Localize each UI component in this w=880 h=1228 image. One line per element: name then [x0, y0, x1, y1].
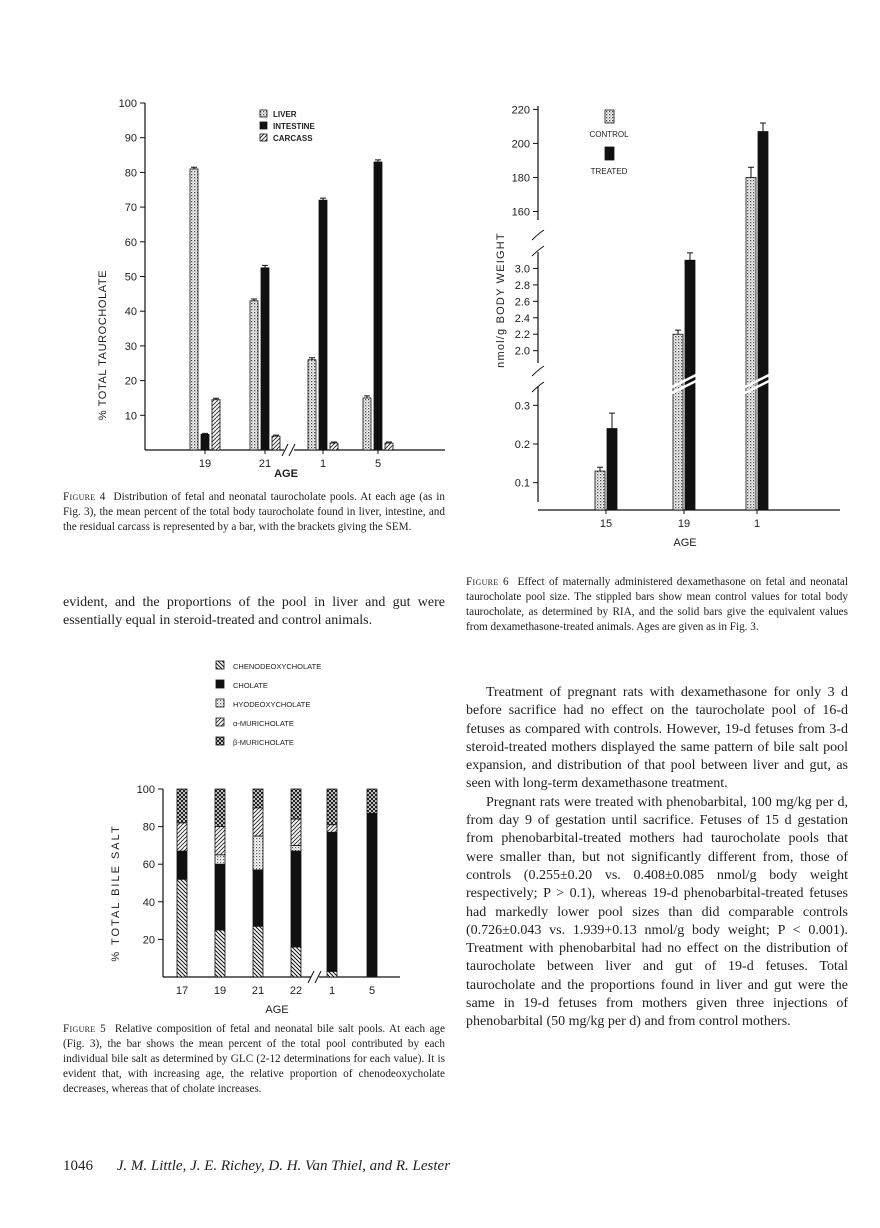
figure-4-legend-label: LIVER — [273, 110, 297, 119]
figure-5-legend-label: α-MURICHOLATE — [233, 719, 294, 728]
figure-5-legend-label: CHENODEOXYCHOLATE — [233, 662, 322, 671]
figure-6-error-bar — [760, 123, 766, 132]
right-paragraph-1: Treatment of pregnant rats with dexamethasone for only 3 d before sacrifice had no effect on the taurocholate pool of 16-d fetuses as compared with controls. However, 19-d fetuses from 3-d steroid-treated mothers displayed the same pattern of bile salt pool expansion, and distribution of that pool between liver and gut, as seen with long-term dexamethasone treatment. — [466, 685, 848, 792]
figure-5-xtick-label: 19 — [213, 985, 227, 997]
figure-5-xlabel: AGE — [265, 1004, 289, 1016]
figure-4-bar-carcass — [385, 443, 393, 450]
figure-6-xtick-label: 15 — [599, 518, 613, 530]
figure-5-xtick-label: 22 — [289, 985, 303, 997]
figure-5-segment-muricholate — [215, 827, 225, 855]
figure-6-bar-treated — [607, 429, 617, 510]
figure-6-ytick-label: 0.3 — [514, 400, 530, 413]
figure-4-ytick-label: 70 — [124, 202, 137, 215]
figure-4-bar-intestine — [319, 200, 327, 450]
figure-5-segment-muricholate — [291, 789, 301, 819]
figure-6-ylabel: nmol/g BODY WEIGHT — [495, 232, 507, 368]
figure-5-segment-muricholate — [177, 789, 187, 823]
figure-4-ytick-label: 10 — [124, 410, 137, 423]
figure-5-ytick-label: 80 — [142, 821, 155, 834]
figure-5-segment-cholate — [253, 870, 263, 926]
figure-4-bar-liver — [250, 301, 258, 450]
figure-6-caption-lead: Figure 6 — [466, 576, 509, 588]
figure-6-ytick-label: 2.8 — [514, 279, 530, 292]
figure-5-caption — [63, 1022, 445, 1097]
figure-6-xtick-label: 19 — [677, 518, 691, 530]
figure-6-error-bar — [597, 467, 603, 471]
figure-6-legend-label: TREATED — [590, 167, 628, 176]
figure-5-segment-muricholate — [253, 789, 263, 808]
figure-4-bar-intestine — [374, 162, 382, 450]
figure-5-legend-label: HYODEOXYCHOLATE — [233, 700, 311, 709]
footer-authors: J. M. Little, J. E. Richey, D. H. Van Thiel, and R. Lester — [116, 1158, 451, 1174]
figure-4-ytick-label: 50 — [124, 271, 137, 284]
figure-4-legend-label: CARCASS — [273, 134, 313, 143]
figure-5-legend-label: CHOLATE — [233, 681, 268, 690]
figure-4-bar-carcass — [330, 443, 338, 450]
figure-4-ytick-label: 20 — [124, 375, 137, 388]
right-column-text — [466, 684, 848, 1032]
figure-5-segment-muricholate — [367, 789, 377, 813]
figure-5-segment-muricholate — [327, 789, 337, 825]
figure-6-caption-text: Effect of maternally administered dexamethasone on fetal and neonatal taurocholate pool size. The stippled bars show mean control values for total body taurocholate, as determined by RIA, and the solid bars give the equivalent values from dexamethasone-treated animals. Ages are given as in Fig. 3. — [466, 576, 848, 633]
figure-4-bar-carcass — [272, 436, 280, 450]
figure-4-ylabel: % TOTAL TAUROCHOLATE — [97, 269, 109, 421]
figure-5-xtick-label: 17 — [175, 985, 189, 997]
figure-4-bar-intestine — [201, 434, 209, 450]
figure-4-bar-intestine — [261, 268, 269, 450]
figure-5-segment-cholate — [177, 851, 187, 879]
figure-4-caption-text: Distribution of fetal and neonatal taurocholate pools. At each age (as in Fig. 3), the mean percent of the total body taurocholate found in liver, intestine, and the residual carcass is represented by a bar, with the brackets giving the SEM. — [63, 491, 445, 533]
figure-5-segment-chenodeoxycholate — [327, 971, 337, 977]
figure-4-xtick-label: 1 — [319, 458, 327, 470]
figure-4-xtick-label: 21 — [258, 458, 272, 470]
figure-6-ytick-label: 2.6 — [514, 296, 530, 309]
figure-6-caption — [466, 575, 848, 635]
figure-6-ytick-label: 200 — [511, 138, 530, 151]
figure-5-segment-chenodeoxycholate — [215, 930, 225, 977]
figure-5-legend-swatch-muricholate — [216, 718, 224, 726]
figure-6-error-bar — [748, 167, 754, 177]
figure-5-xtick-label: 1 — [328, 985, 336, 997]
figure-5-chart — [100, 655, 430, 1020]
figure-5-xtick-label: 5 — [368, 985, 376, 997]
figure-6-error-bar — [609, 413, 615, 428]
figure-6-legend-label: CONTROL — [589, 130, 629, 139]
figure-6-xtick-label: 1 — [753, 518, 761, 530]
figure-5-segment-cholate — [215, 864, 225, 930]
left-paragraph: evident, and the proportions of the pool in liver and gut were essentially equal in steroid-treated and control animals. — [63, 595, 445, 629]
figure-5-legend-label: β-MURICHOLATE — [233, 738, 294, 747]
figure-4-xtick-label: 5 — [374, 458, 382, 470]
figure-4-xlabel: AGE — [274, 468, 298, 480]
figure-5-ytick-label: 20 — [142, 934, 155, 947]
figure-4-caption — [63, 490, 445, 535]
page-number: 1046 — [63, 1158, 93, 1174]
left-column-text — [63, 594, 445, 631]
figure-5-segment-hyodeoxycholate — [215, 855, 225, 864]
figure-4-ytick-label: 100 — [118, 98, 137, 110]
figure-4-legend-label: INTESTINE — [273, 122, 315, 131]
figure-4-ytick-label: 80 — [124, 167, 137, 180]
figure-4-legend-swatch-carcass — [260, 134, 267, 141]
figure-5-ytick-label: 40 — [142, 896, 155, 909]
figure-6-bar-break-mark — [592, 374, 620, 394]
figure-5-segment-chenodeoxycholate — [291, 947, 301, 977]
figure-6-ytick-label: 2.4 — [514, 312, 530, 325]
figure-5-ylabel: % TOTAL BILE SALT — [110, 824, 122, 962]
figure-5-segment-muricholate — [291, 819, 301, 845]
figure-5-segment-hyodeoxycholate — [253, 836, 263, 870]
figure-4-bar-liver — [190, 169, 198, 450]
figure-5-legend-swatch-cholate — [216, 680, 224, 688]
figure-4-legend-swatch-liver — [260, 110, 267, 117]
figure-5-legend-swatch-muricholate — [216, 737, 224, 745]
figure-6-ytick-label: 0.1 — [514, 477, 530, 490]
figure-5-segment-cholate — [291, 851, 301, 947]
figure-5-segment-muricholate — [253, 808, 263, 836]
figure-4-bar-carcass — [212, 400, 220, 450]
figure-5-segment-muricholate — [215, 789, 225, 827]
figure-6-error-bar — [687, 253, 693, 260]
figure-5-legend-swatch-hyodeoxycholate — [216, 699, 224, 707]
figure-6-ytick-label: 220 — [511, 104, 530, 117]
figure-6-ytick-label: 2.2 — [514, 329, 530, 342]
figure-5-ytick-label: 100 — [136, 784, 155, 796]
figure-6-ytick-label: 3.0 — [514, 263, 530, 276]
figure-4-bar-liver — [363, 398, 371, 450]
figure-5-xtick-label: 21 — [251, 985, 265, 997]
figure-5-segment-cholate — [367, 813, 377, 977]
figure-5-caption-lead: Figure 5 — [63, 1023, 107, 1035]
figure-4-caption-lead: Figure 4 — [63, 491, 106, 503]
figure-4-ytick-label: 60 — [124, 236, 137, 249]
figure-4-chart — [80, 90, 455, 485]
figure-5-segment-chenodeoxycholate — [177, 879, 187, 977]
figure-5-segment-chenodeoxycholate — [253, 926, 263, 977]
figure-5-segment-hyodeoxycholate — [291, 845, 301, 851]
figure-6-ytick-label: 180 — [511, 172, 530, 185]
figure-5-legend-swatch-chenodeoxycholate — [216, 661, 224, 669]
figure-4-bar-liver — [308, 360, 316, 450]
figure-5-caption-text: Relative composition of fetal and neonatal bile salt pools. At each age (Fig. 3), the bar shows the mean percent of the total pool contributed by each individual bile salt as determined by GLC (2-12 determinations for each value). It is evident that, with increasing age, the relative proportion of chenodeoxycholate decreases, whereas that of cholate increases. — [63, 1023, 445, 1095]
figure-6-xlabel: AGE — [673, 537, 697, 549]
figure-5-segment-muricholate — [177, 823, 187, 851]
figure-6-ytick-label: 160 — [511, 206, 530, 219]
right-paragraph-2: Pregnant rats were treated with phenobarbital, 100 mg/kg per d, from day 9 of gestation until sacrifice. Fetuses of 15 d gestation from phenobarbital-treated mothers had taurocholate pools that were smaller than, but not significantly different from, those of controls (0.255±0.20 vs. 0.408±0.085 nmol/g body weight respectively; P > 0.1), whereas 19-d phenobarbital-treated fetuses had markedly lower pool sizes than did comparable controls (0.726±0.043 vs. 1.939+0.13 nmol/g body weight; P < 0.001). Treatment with phenobarbital had no effect on the distribution of taurocholate between liver and gut of 19-d fetuses. Total taurocholate and the proportions found in liver and gut were the same in 19-d fetuses from mothers given three injections of phenobarbital (50 mg/kg per d) and from control mothers. — [466, 794, 848, 1030]
figure-4-xtick-label: 19 — [198, 458, 212, 470]
figure-6-legend-swatch-control — [605, 110, 614, 123]
figure-6-bar-control — [673, 334, 683, 510]
figure-6-chart — [480, 90, 865, 560]
figure-6-ytick-label: 2.0 — [514, 345, 530, 358]
figure-5-segment-muricholate — [327, 825, 337, 833]
figure-4-legend-swatch-intestine — [260, 122, 267, 129]
figure-4-ytick-label: 30 — [124, 340, 137, 353]
figure-4-ytick-label: 40 — [124, 306, 137, 319]
figure-4-ytick-label: 90 — [124, 132, 137, 145]
figure-5-segment-cholate — [327, 832, 337, 971]
figure-6-ytick-label: 0.2 — [514, 439, 530, 451]
figure-6-bar-treated — [758, 132, 768, 510]
figure-6-bar-control — [746, 177, 756, 510]
page-footer — [63, 1158, 450, 1175]
figure-6-error-bar — [675, 330, 681, 334]
figure-5-ytick-label: 60 — [142, 859, 155, 872]
figure-6-bar-control — [595, 471, 605, 510]
figure-6-legend-swatch-treated — [605, 147, 614, 160]
